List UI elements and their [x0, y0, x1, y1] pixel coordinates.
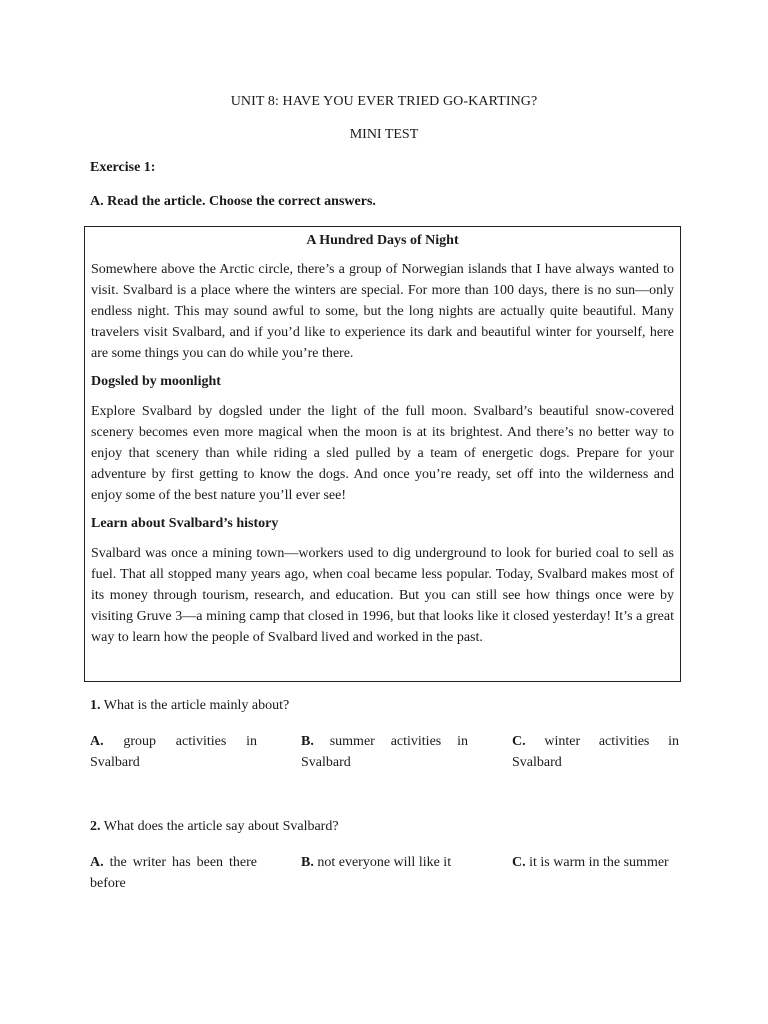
option-b[interactable] — [301, 852, 468, 873]
option-letter: B. — [301, 855, 314, 870]
option-a[interactable] — [90, 731, 257, 773]
option-text: not everyone will like it — [313, 855, 452, 870]
option-c[interactable] — [512, 731, 679, 773]
option-letter: C. — [512, 734, 526, 749]
test-title: MINI TEST — [349, 127, 419, 142]
option-text: it is warm in the summer — [525, 855, 669, 870]
option-text: group activities in Svalbard — [90, 734, 257, 770]
exercise-instruction: A. Read the article. Choose the correct answers. — [90, 194, 376, 209]
section-heading-history: Learn about Svalbard’s history — [91, 516, 279, 531]
unit-title: UNIT 8: HAVE YOU EVER TRIED GO-KARTING? — [230, 94, 538, 109]
option-c[interactable] — [512, 852, 679, 873]
question-text: What does the article say about Svalbard? — [100, 819, 339, 834]
option-letter: A. — [90, 734, 104, 749]
option-letter: B. — [301, 734, 314, 749]
question-text: What is the article mainly about? — [100, 698, 290, 713]
section-text-dogsled: Explore Svalbard by dogsled under the light of the full moon. Svalbard’s beautiful snow-covered scenery becomes even more magical when the moon is at its brightest. And there’s no better way to enjoy that scenery than while riding a sled pulled by a team of energetic dogs. Prepare for your adventure by first getting to know the dogs. And once you’re ready, set off into the wilderness and enjoy some of the best nature you’ll ever see! — [91, 404, 674, 503]
option-a[interactable] — [90, 852, 257, 894]
section-text-history: Svalbard was once a mining town—workers used to dig underground to look for buried coal to sell as fuel. That all stopped many years ago, when coal became less popular. Today, Svalbard makes most of its money through tourism, research, and education. But you can still see how things once were by visiting Gruve 3—a mining camp that closed in 1996, but that looks like it closed yesterday! It’s a great way to learn how the people of Svalbard lived and worked in the past. — [91, 546, 674, 645]
exercise-label: Exercise 1: — [90, 160, 156, 175]
option-text: summer activities in Svalbard — [301, 734, 468, 770]
article-intro: Somewhere above the Arctic circle, there’s a group of Norwegian islands that I have always wanted to visit. Svalbard is a place where the winters are special. For more than 100 days, there is no sun—only endless night. This may sound awful to some, but the long nights are actually quite beautiful. Many travelers visit Svalbard, and if you’d like to experience its dark and beautiful winter for yourself, here are some things you can do while you’re there. — [91, 262, 674, 361]
question-2 — [90, 819, 339, 835]
article-box — [84, 226, 681, 682]
option-text: the writer has been there before — [90, 855, 257, 891]
question-1 — [90, 698, 289, 714]
question-number: 1. — [90, 698, 101, 713]
option-text: winter activities in Svalbard — [512, 734, 679, 770]
option-letter: C. — [512, 855, 526, 870]
option-letter: A. — [90, 855, 104, 870]
option-b[interactable] — [301, 731, 468, 773]
article-title: A Hundred Days of Night — [306, 233, 459, 248]
section-heading-dogsled: Dogsled by moonlight — [91, 374, 221, 389]
question-number: 2. — [90, 819, 101, 834]
